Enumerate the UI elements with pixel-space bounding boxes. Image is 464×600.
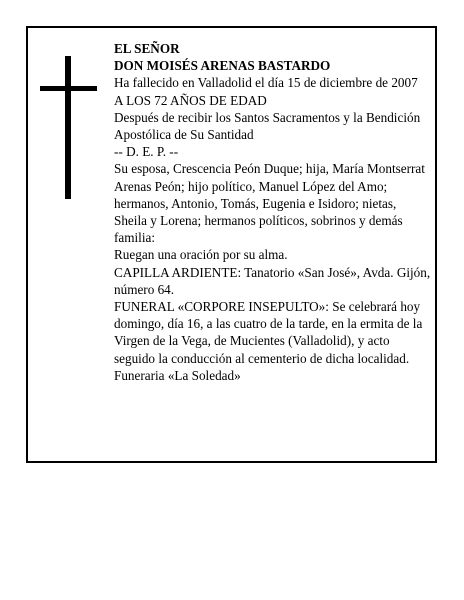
obituary-notice xyxy=(26,26,437,463)
rip-line: -- D. E. P. -- xyxy=(114,144,179,160)
cross-horizontal-bar xyxy=(40,86,97,91)
funeral-info: FUNERAL «CORPORE INSEPULTO»: Se celebrará hoy domingo, día 16, a las cuatro de la tarde, en la ermita de la Virgen de la Vega, de Mucientes (Valladolid), y acto seguido la conducción al cementerio de dicha localidad. xyxy=(114,299,423,366)
deceased-name: DON MOISÉS ARENAS BASTARDO xyxy=(114,58,331,74)
family-list: Su esposa, Crescencia Peón Duque; hija, María Montserrat Arenas Peón; hijo político, Manuel López del Amo; hermanos, Antonio, Tomás, Eugenia e Isidoro; nietas, Sheila y Lorena; hermanos políticos, sobrinos y demás familia: xyxy=(114,161,425,246)
sacraments-statement: Después de recibir los Santos Sacramentos y la Bendición Apostólica de Su Santidad xyxy=(114,109,421,143)
funeral-home: Funeraria «La Soledad» xyxy=(114,367,241,383)
cross-vertical-bar xyxy=(65,56,71,199)
notice-title: EL SEÑOR xyxy=(114,41,180,56)
notice-body xyxy=(114,40,432,384)
age-statement: A LOS 72 AÑOS DE EDAD xyxy=(114,92,267,108)
prayer-request: Ruegan una oración por su alma. xyxy=(114,247,288,263)
death-statement: Ha fallecido en Valladolid el día 15 de diciembre de 2007 xyxy=(114,75,418,91)
chapel-info: CAPILLA ARDIENTE: Tanatorio «San José», Avda. Gijón, número 64. xyxy=(114,264,431,297)
